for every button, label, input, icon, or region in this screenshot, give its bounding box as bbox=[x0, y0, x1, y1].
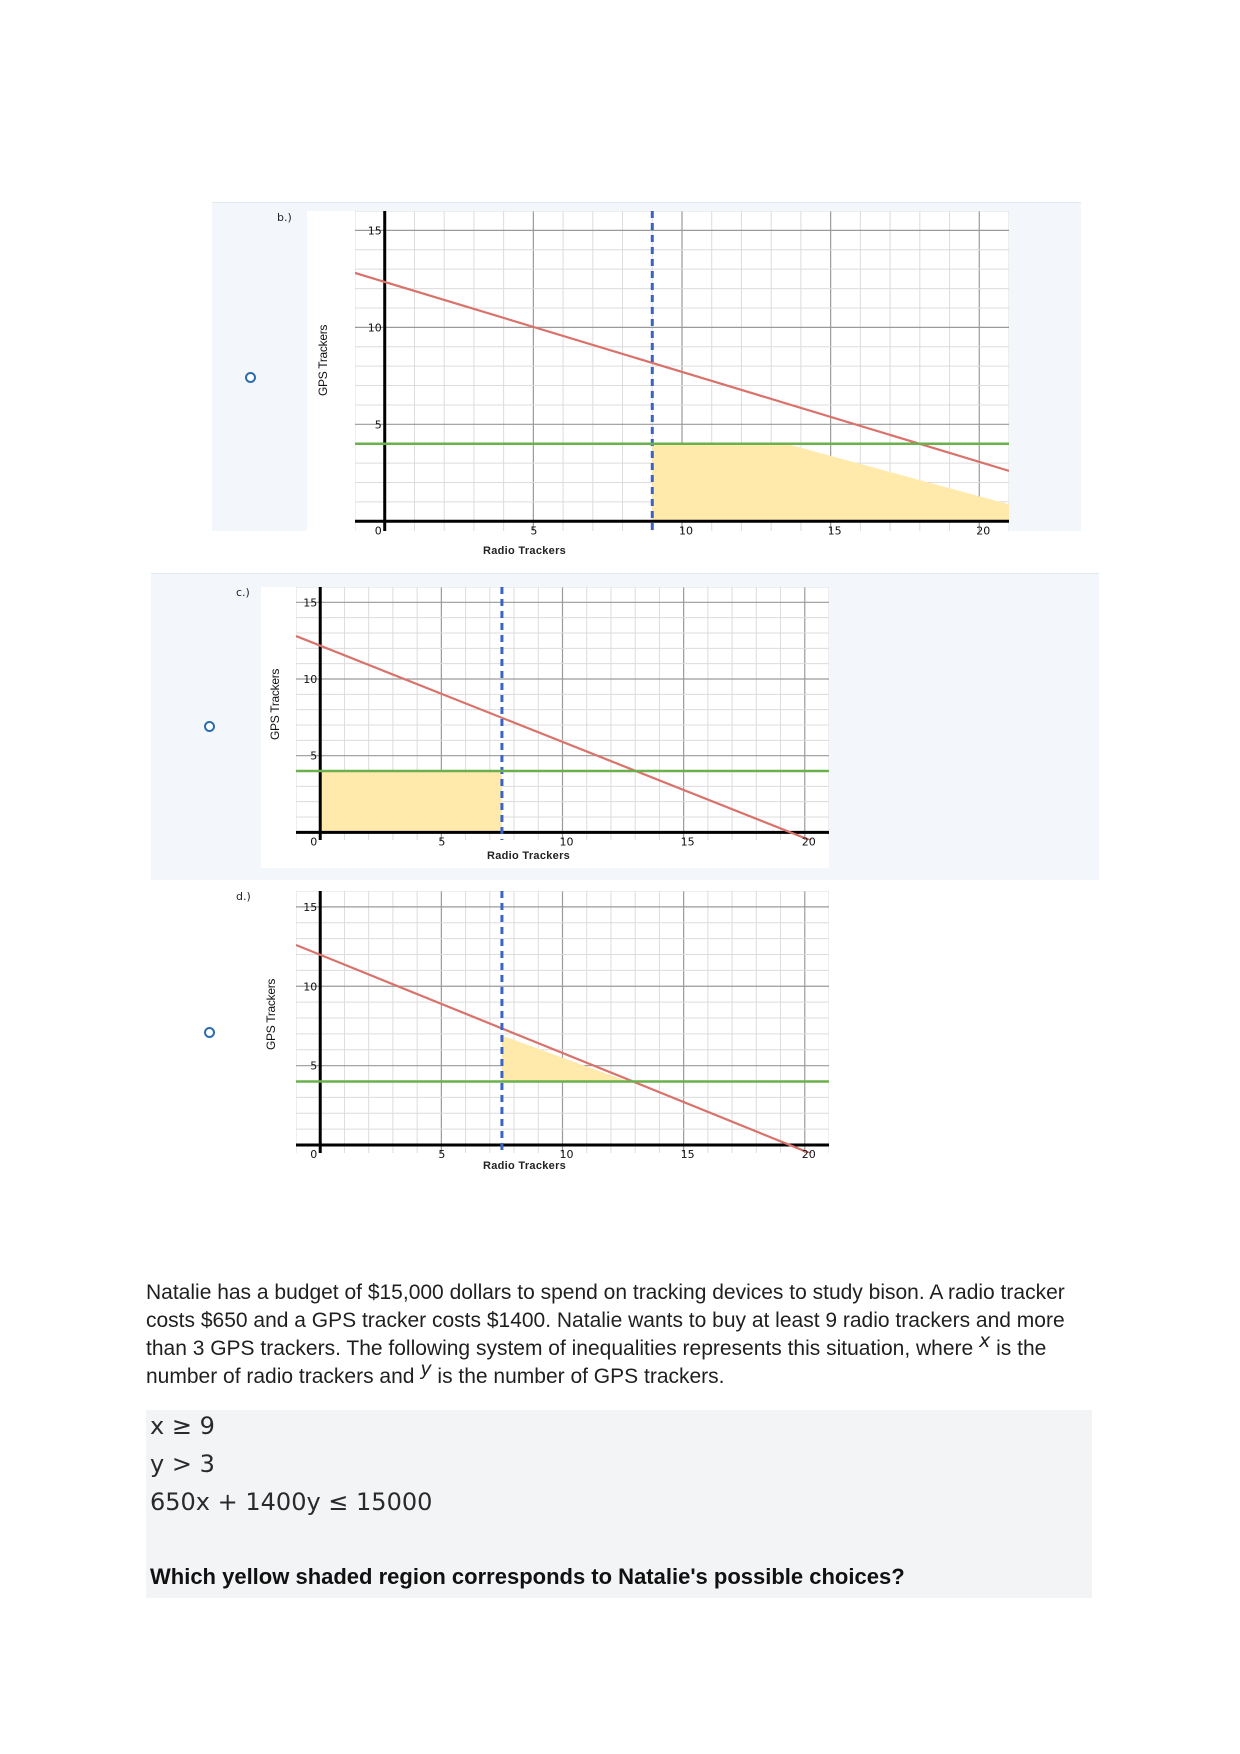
x-tick-label: 10 bbox=[559, 1148, 574, 1162]
shaded-region bbox=[320, 771, 502, 832]
option-b-x-axis-label: Radio Trackers bbox=[483, 545, 567, 557]
x-tick-label: 10 bbox=[679, 524, 693, 538]
option-b-radio[interactable] bbox=[245, 372, 256, 383]
option-d-chart bbox=[296, 891, 829, 1162]
y-tick-label: 10 bbox=[303, 673, 318, 686]
inequality-3: 650x + 1400y ≤ 15000 bbox=[150, 1488, 433, 1516]
option-b-chart bbox=[355, 211, 1009, 538]
inequality-1: x ≥ 9 bbox=[150, 1412, 215, 1440]
x-tick-label: 5 bbox=[530, 524, 538, 538]
problem-text-1: Natalie has a budget of $15,000 dollars to spend on tracking devices to study bison. A radio tracker costs $650 and a GPS tracker costs $1400. Natalie wants to buy at least 9 radio trackers and more than 3 GPS trackers. The following system of inequalities represents this situation, where bbox=[146, 1281, 1065, 1360]
x-tick-label: 10 bbox=[559, 835, 574, 849]
problem-text-3: is the number of GPS trackers. bbox=[431, 1365, 725, 1388]
x-tick-label: 0 bbox=[374, 524, 382, 538]
x-tick-label: 0 bbox=[310, 835, 318, 849]
option-c-x-axis-label: Radio Trackers bbox=[487, 850, 571, 862]
x-tick-label: 15 bbox=[827, 524, 842, 538]
x-tick-label: 5 bbox=[438, 1148, 446, 1162]
inequalities-box bbox=[146, 1410, 1092, 1598]
option-d-y-axis-label: GPS Trackers bbox=[264, 978, 278, 1050]
chart-body bbox=[296, 587, 829, 848]
x-tick-label: 20 bbox=[801, 1148, 816, 1162]
y-tick-label: 5 bbox=[374, 418, 382, 432]
variable-x: x bbox=[979, 1330, 991, 1352]
y-tick-label: 15 bbox=[367, 224, 382, 238]
y-tick-label: 15 bbox=[303, 596, 318, 610]
option-c-y-axis-label: GPS Trackers bbox=[268, 668, 282, 740]
chart-body bbox=[349, 211, 1071, 531]
option-b-y-axis-label: GPS Trackers bbox=[316, 324, 330, 396]
x-tick-label: 20 bbox=[976, 524, 991, 538]
x-tick-label: 15 bbox=[680, 1148, 695, 1162]
option-c-label: c.) bbox=[236, 586, 250, 599]
question-text: Which yellow shaded region corresponds to Natalie's possible choices? bbox=[150, 1564, 905, 1589]
x-tick-label: 0 bbox=[310, 1148, 318, 1162]
inequality-2: y > 3 bbox=[150, 1450, 215, 1478]
y-tick-label: 10 bbox=[303, 980, 318, 994]
variable-y: y bbox=[420, 1358, 432, 1380]
option-c-chart bbox=[296, 587, 829, 849]
x-tick-label: 15 bbox=[680, 835, 695, 849]
option-d-x-axis-label: Radio Trackers bbox=[483, 1160, 567, 1172]
y-tick-label: 10 bbox=[367, 321, 382, 335]
shaded-region bbox=[502, 1035, 628, 1081]
budget-line bbox=[349, 271, 1009, 471]
y-tick-label: 15 bbox=[303, 900, 318, 914]
y-tick-label: 5 bbox=[310, 749, 318, 763]
problem-statement bbox=[146, 1279, 1082, 1391]
chart-body bbox=[296, 891, 829, 1161]
option-b-label: b.) bbox=[277, 211, 292, 224]
x-tick-label: 5 bbox=[438, 835, 446, 849]
option-d-radio[interactable] bbox=[204, 1027, 215, 1038]
option-c-radio[interactable] bbox=[204, 721, 215, 732]
y-tick-label: 5 bbox=[310, 1059, 318, 1073]
x-tick-label: 20 bbox=[801, 835, 816, 849]
problem-text-2: is the number of radio trackers and bbox=[146, 1337, 1047, 1388]
option-d-label: d.) bbox=[236, 890, 251, 903]
